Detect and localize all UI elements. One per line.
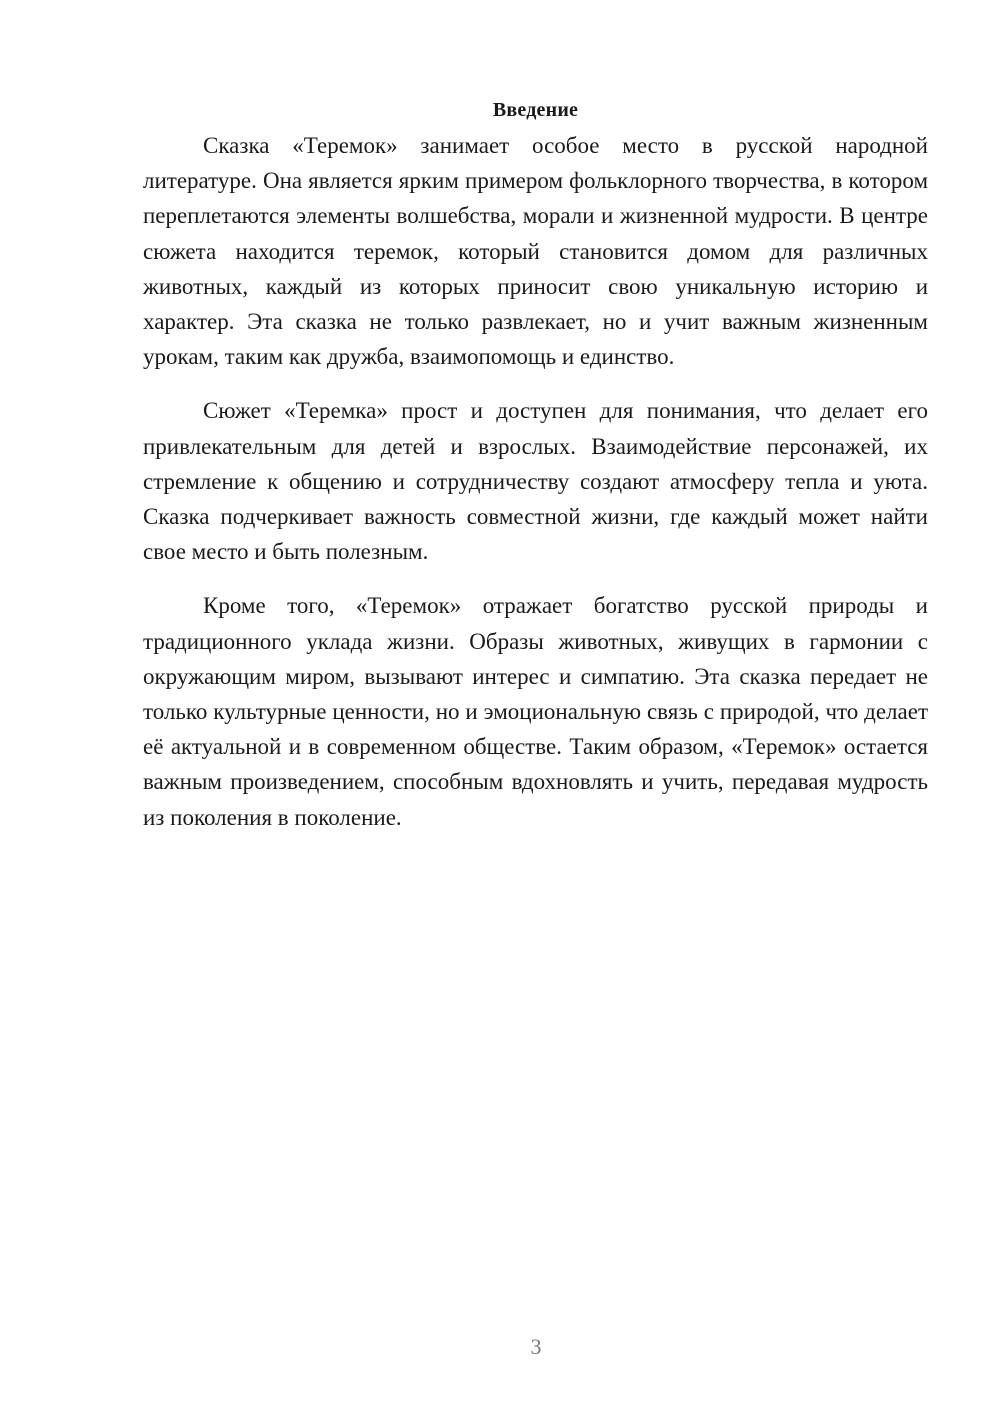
paragraph-3: Кроме того, «Теремок» отражает богатство русской природы и традиционного уклада жизни. Образы животных, живущих в гармонии с окружающим миром, вызывают интерес и симпатию. Эта сказка передает не только культурные ценности, но и эмоциональную связь с природой, что делает её актуальной и в современном обществе. Таким образом, «Теремок» остается важным произведением, способным вдохновлять и учить, передавая мудрость из поколения в поколение. <box>143 593 928 830</box>
paragraph-2: Сюжет «Теремка» прост и доступен для понимания, что делает его привлекательным для детей и взрослых. Взаимодействие персонажей, их стремление к общению и сотрудничеству создают атмосферу тепла и уюта. Сказка подчеркивает важность совместной жизни, где каждый может найти свое место и быть полезным. <box>143 398 928 565</box>
page-number: 3 <box>530 1334 542 1359</box>
section-title: Введение <box>492 99 579 121</box>
page-content <box>143 92 928 835</box>
paragraph-1: Сказка «Теремок» занимает особое место в русской народной литературе. Она является ярким примером фольклорного творчества, в котором переплетаются элементы волшебства, морали и жизненной мудрости. В центре сюжета находится теремок, который становится домом для различных животных, каждый из которых приносит свою уникальную историю и характер. Эта сказка не только развлекает, но и учит важным жизненным урокам, таким как дружба, взаимопомощь и единство. <box>143 133 928 370</box>
